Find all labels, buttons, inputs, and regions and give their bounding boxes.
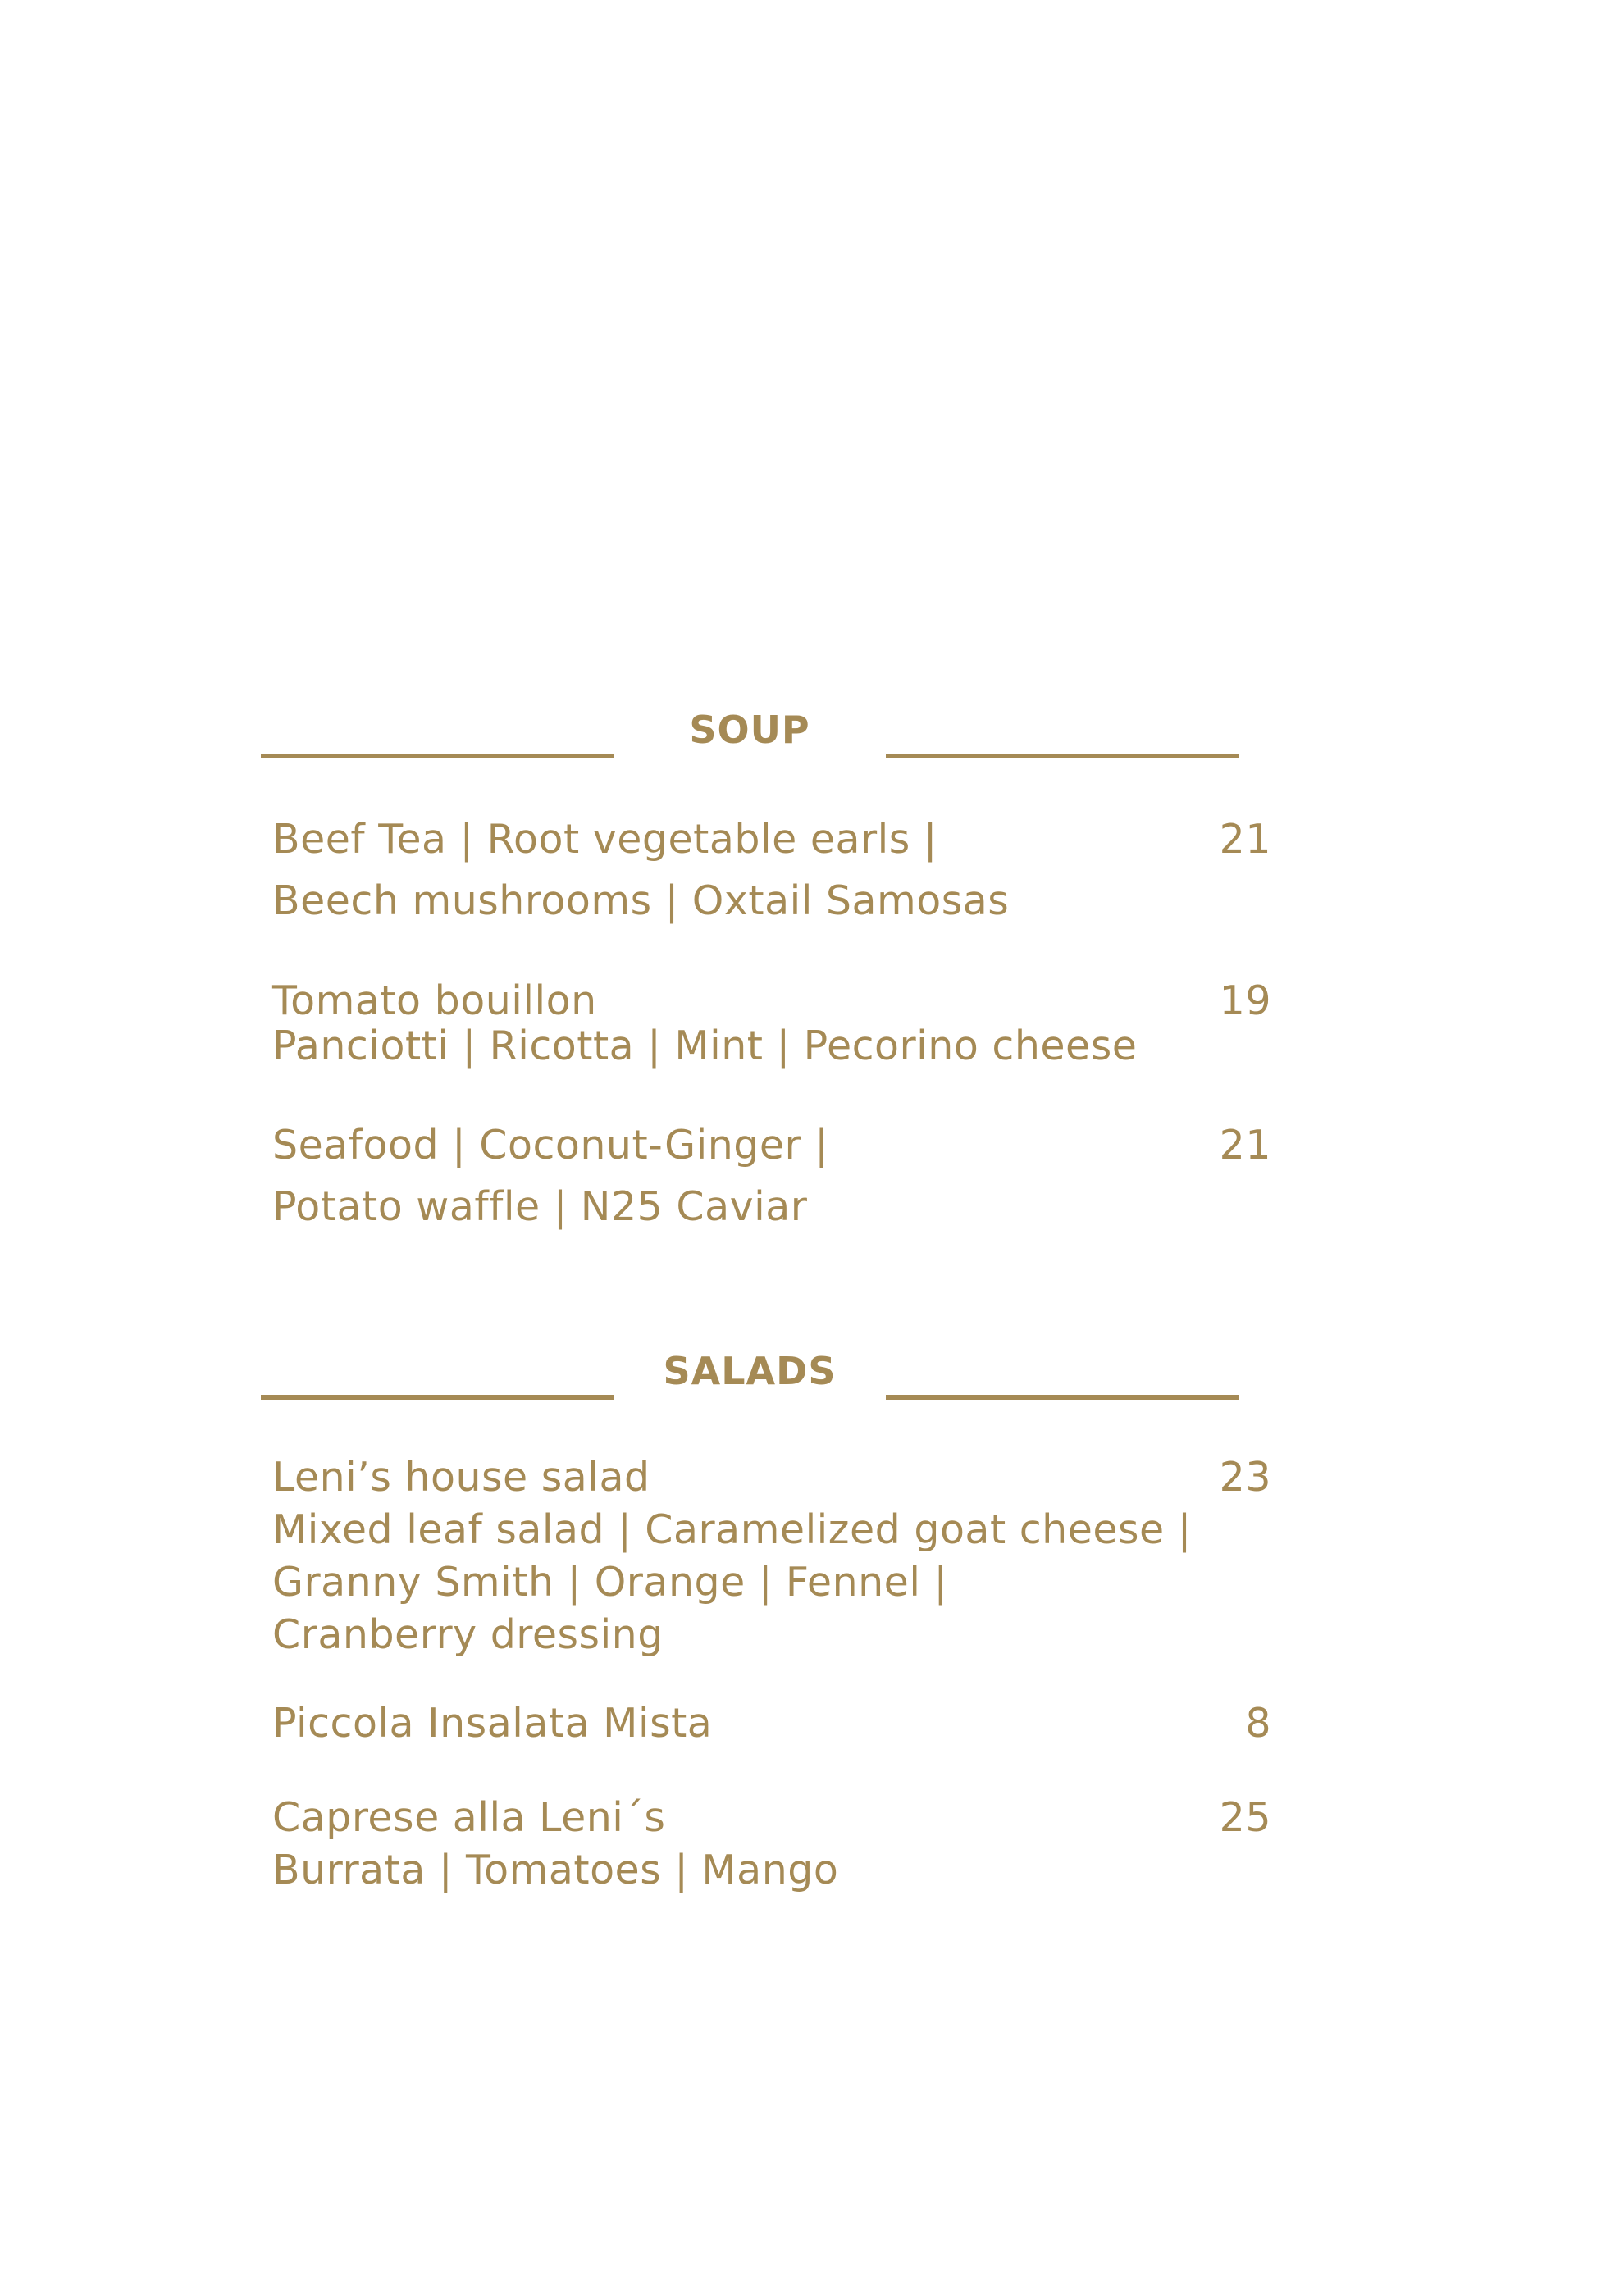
item-price: 21 <box>1219 1122 1271 1168</box>
item-price: 23 <box>1219 1454 1271 1501</box>
menu-item-caprese <box>272 1792 1271 1897</box>
item-description: Panciotti | Ricotta | Mint | Pecorino cheese <box>272 1023 1138 1069</box>
section-header-salads <box>261 1348 1245 1414</box>
item-name: Seafood | Coconut-Ginger | <box>272 1122 829 1168</box>
menu-item-tomato-bouillon <box>272 978 1271 1068</box>
menu-item-house-salad <box>272 1451 1271 1661</box>
item-name: Piccola Insalata Mista <box>272 1700 713 1747</box>
divider-left <box>261 754 614 758</box>
section-header-soup <box>261 707 1245 772</box>
divider-right <box>886 754 1239 758</box>
item-price: 8 <box>1245 1700 1271 1747</box>
item-name: Caprese alla Leni´s <box>272 1794 666 1841</box>
section-title-salads: SALADS <box>663 1349 837 1393</box>
menu-item-beef-tea <box>272 809 1271 932</box>
item-description: Beech mushrooms | Oxtail Samosas <box>272 877 1010 924</box>
divider-left <box>261 1395 614 1400</box>
divider-right <box>886 1395 1239 1400</box>
menu-item-seafood <box>272 1114 1271 1237</box>
menu-item-piccola-insalata <box>272 1697 1271 1750</box>
item-description: Granny Smith | Orange | Fennel | <box>272 1559 948 1606</box>
section-title-soup: SOUP <box>689 708 810 752</box>
item-price: 21 <box>1219 816 1271 863</box>
item-name: Beef Tea | Root vegetable earls | <box>272 816 937 863</box>
item-price: 25 <box>1219 1794 1271 1841</box>
item-name: Tomato bouillon <box>272 977 597 1024</box>
item-description: Cranberry dressing <box>272 1611 664 1658</box>
item-price: 19 <box>1219 977 1271 1024</box>
item-description: Potato waffle | N25 Caviar <box>272 1183 808 1230</box>
item-description: Mixed leaf salad | Caramelized goat cheese | <box>272 1506 1192 1553</box>
item-description: Burrata | Tomatoes | Mango <box>272 1847 839 1893</box>
item-name: Leni’s house salad <box>272 1454 650 1501</box>
